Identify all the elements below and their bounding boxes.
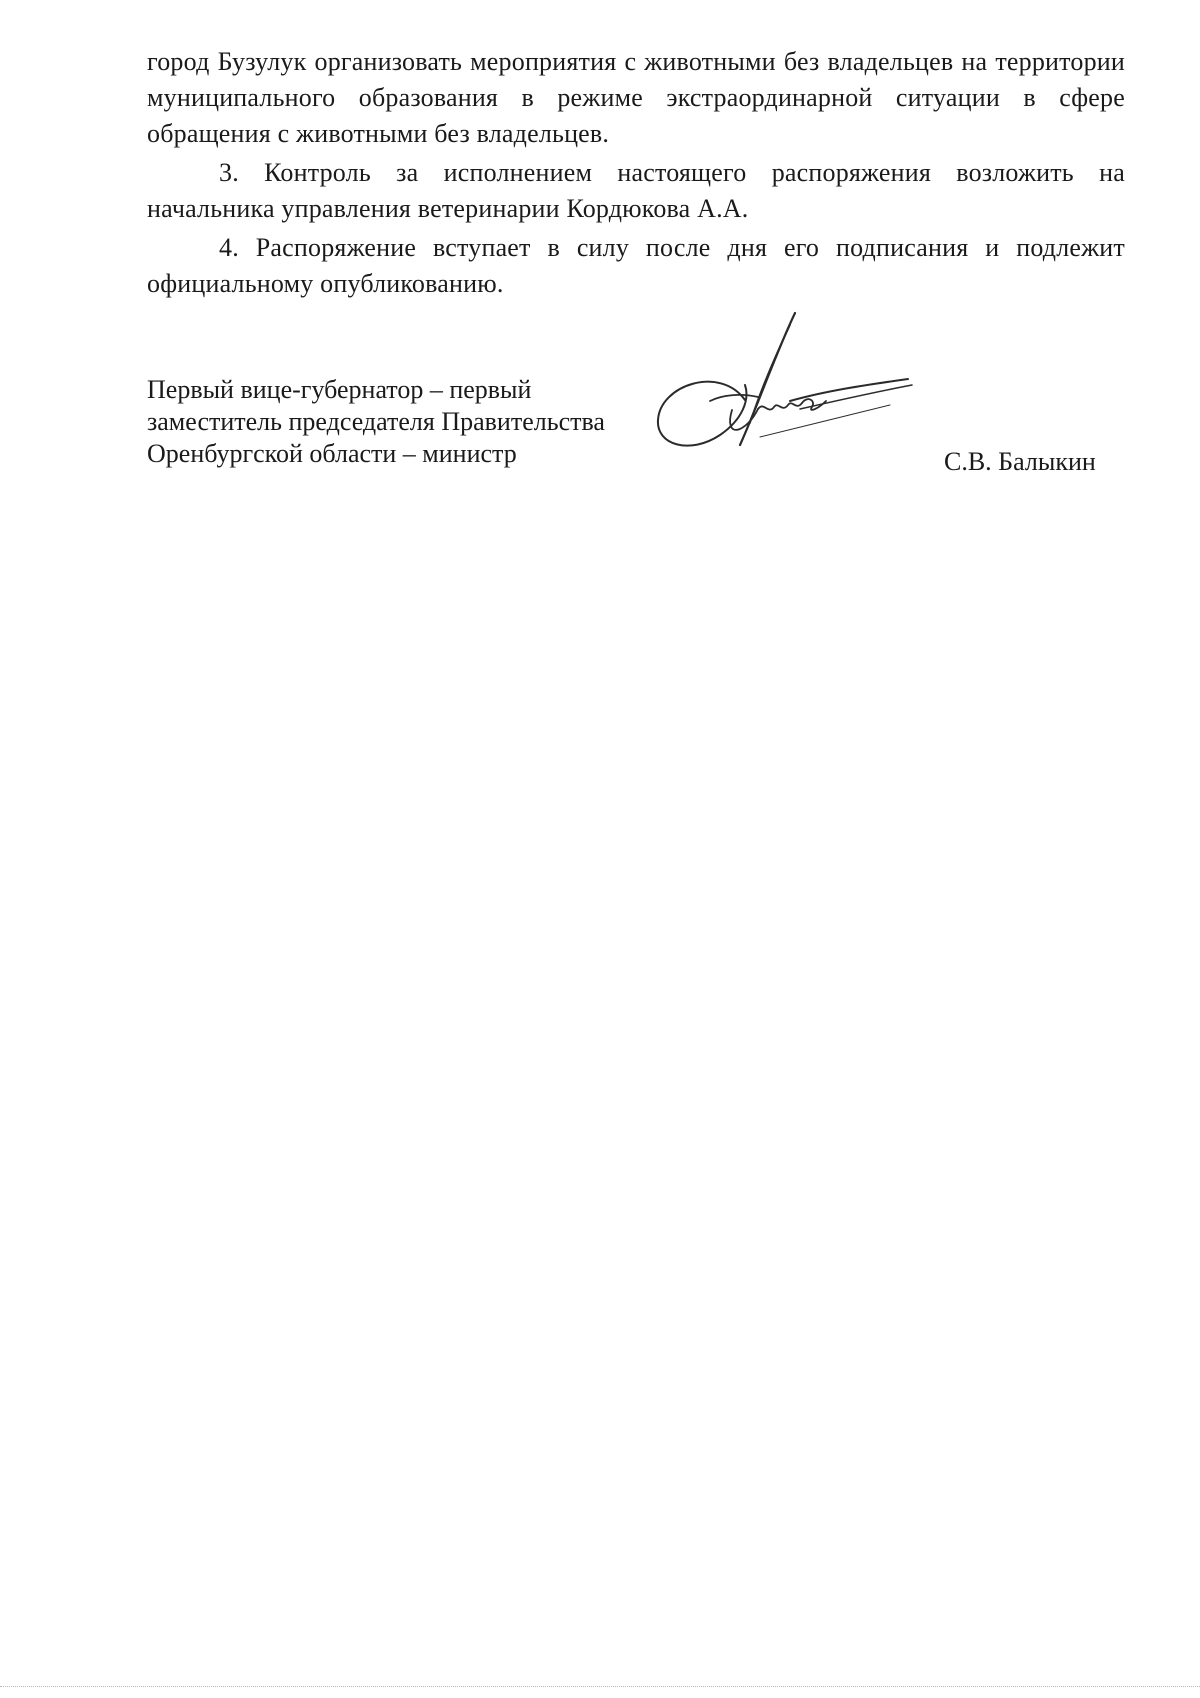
scan-edge-divider — [0, 1686, 1200, 1687]
position-line-3: Оренбургской области – министр — [147, 439, 517, 468]
signatory-position — [147, 374, 667, 470]
handwritten-signature — [650, 305, 920, 480]
position-line-2: заместитель председателя Правительства — [147, 407, 605, 436]
position-line-1: Первый вице-губернатор – первый — [147, 375, 532, 404]
document-body — [147, 44, 1125, 302]
paragraph-item-3: 3. Контроль за исполнением настоящего распоряжения возложить на начальника управления ветеринарии Кордюкова А.А. — [147, 158, 1125, 223]
signer-name: С.В. Балыкин — [944, 447, 1096, 476]
paragraph-item-4: 4. Распоряжение вступает в силу после дня его подписания и подлежит официальному опубликованию. — [147, 233, 1125, 298]
paragraph-continuation: город Бузулук организовать мероприятия с животными без владельцев на территории муниципального образования в режиме экстраординарной ситуации в сфере обращения с животными без владельцев. — [147, 47, 1125, 148]
